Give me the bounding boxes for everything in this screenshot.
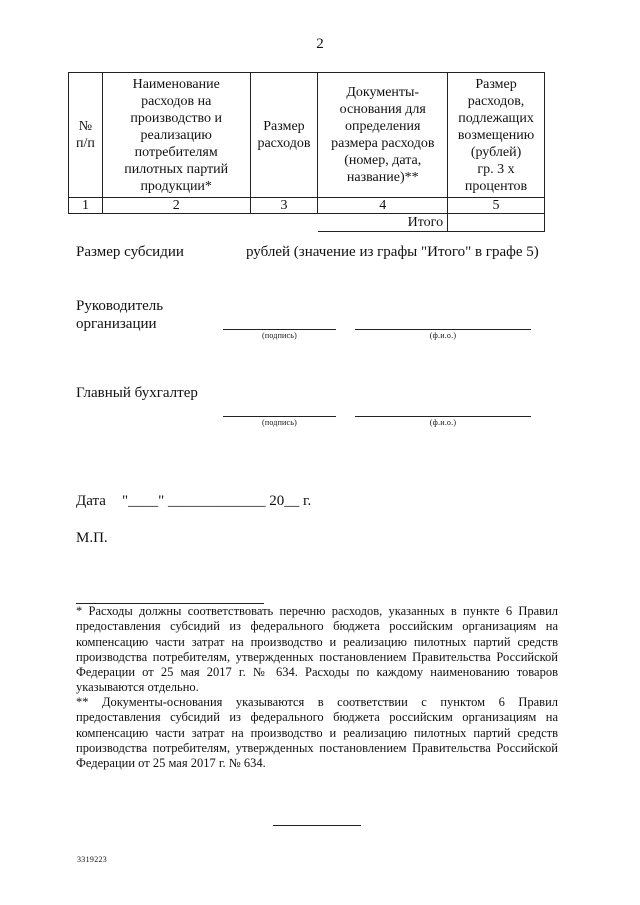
end-of-document-rule (273, 825, 361, 826)
accountant-name-line[interactable] (355, 416, 531, 417)
header-cell-number: № п/п (69, 73, 103, 198)
column-number-cell: 2 (102, 198, 250, 214)
date-label: Дата (76, 493, 106, 509)
total-row (69, 214, 545, 232)
table-header-row (69, 73, 545, 198)
column-number-row (69, 198, 545, 214)
accountant-signature-caption: (подпись) (261, 418, 297, 427)
accountant-name-caption: (ф.и.о.) (429, 418, 457, 427)
subsidy-label: Размер субсидии (76, 244, 184, 260)
total-label: Итого (318, 214, 448, 232)
document-id: 3319223 (77, 855, 108, 864)
footnote-expenses: * Расходы должны соответствовать перечню расходов, указанных в пункте 6 Правил предоставления субсидий из федерального бюджета российским организациям на компенсацию части затрат на производство и реализацию пилотных партий средств производства потребителям, утвержденных постановлением Правительства Российской Федерации от 25 мая 2017 г. № 634. Расходы по каждому наименованию товаров указываются отдельно. (76, 604, 558, 695)
header-cell-reimbursable-amount: Размер расходов, подлежащих возмещению (рублей) гр. 3 х процентов (448, 73, 545, 198)
stamp-placeholder: М.П. (76, 530, 108, 546)
column-number-cell: 4 (318, 198, 448, 214)
accountant-signature-line[interactable] (223, 416, 336, 417)
header-cell-expense-name: Наименование расходов на производство и реализацию потребителям пилотных партий продукции* (102, 73, 250, 198)
page-number: 2 (316, 36, 324, 52)
head-name-line[interactable] (355, 329, 531, 330)
column-number-cell: 3 (250, 198, 318, 214)
subsidy-description: рублей (значение из графы "Итого" в графе 5) (246, 244, 539, 260)
date-field[interactable]: "____" _____________ 20__ г. (122, 493, 312, 509)
total-value-cell[interactable] (448, 214, 545, 232)
head-signature-line[interactable] (223, 329, 336, 330)
head-of-org-label-line1: Руководитель (76, 298, 164, 314)
head-signature-caption: (подпись) (261, 331, 297, 340)
head-of-org-label-line2: организации (76, 316, 157, 332)
column-number-cell: 5 (448, 198, 545, 214)
header-cell-basis-documents: Документы- основания для определения размера расходов (номер, дата, название)** (318, 73, 448, 198)
expenses-table (68, 72, 545, 232)
head-name-caption: (ф.и.о.) (429, 331, 457, 340)
header-cell-expense-amount: Размер расходов (250, 73, 318, 198)
footnote-documents: ** Документы-основания указываются в соответствии с пунктом 6 Правил предоставления субсидий из федерального бюджета российским организациям на компенсацию части затрат на производство и реализацию пилотных партий средств производства потребителям, утвержденных постановлением Правительства Российской Федерации от 25 мая 2017 г. № 634. (76, 695, 558, 771)
chief-accountant-label: Главный бухгалтер (76, 385, 198, 401)
column-number-cell: 1 (69, 198, 103, 214)
